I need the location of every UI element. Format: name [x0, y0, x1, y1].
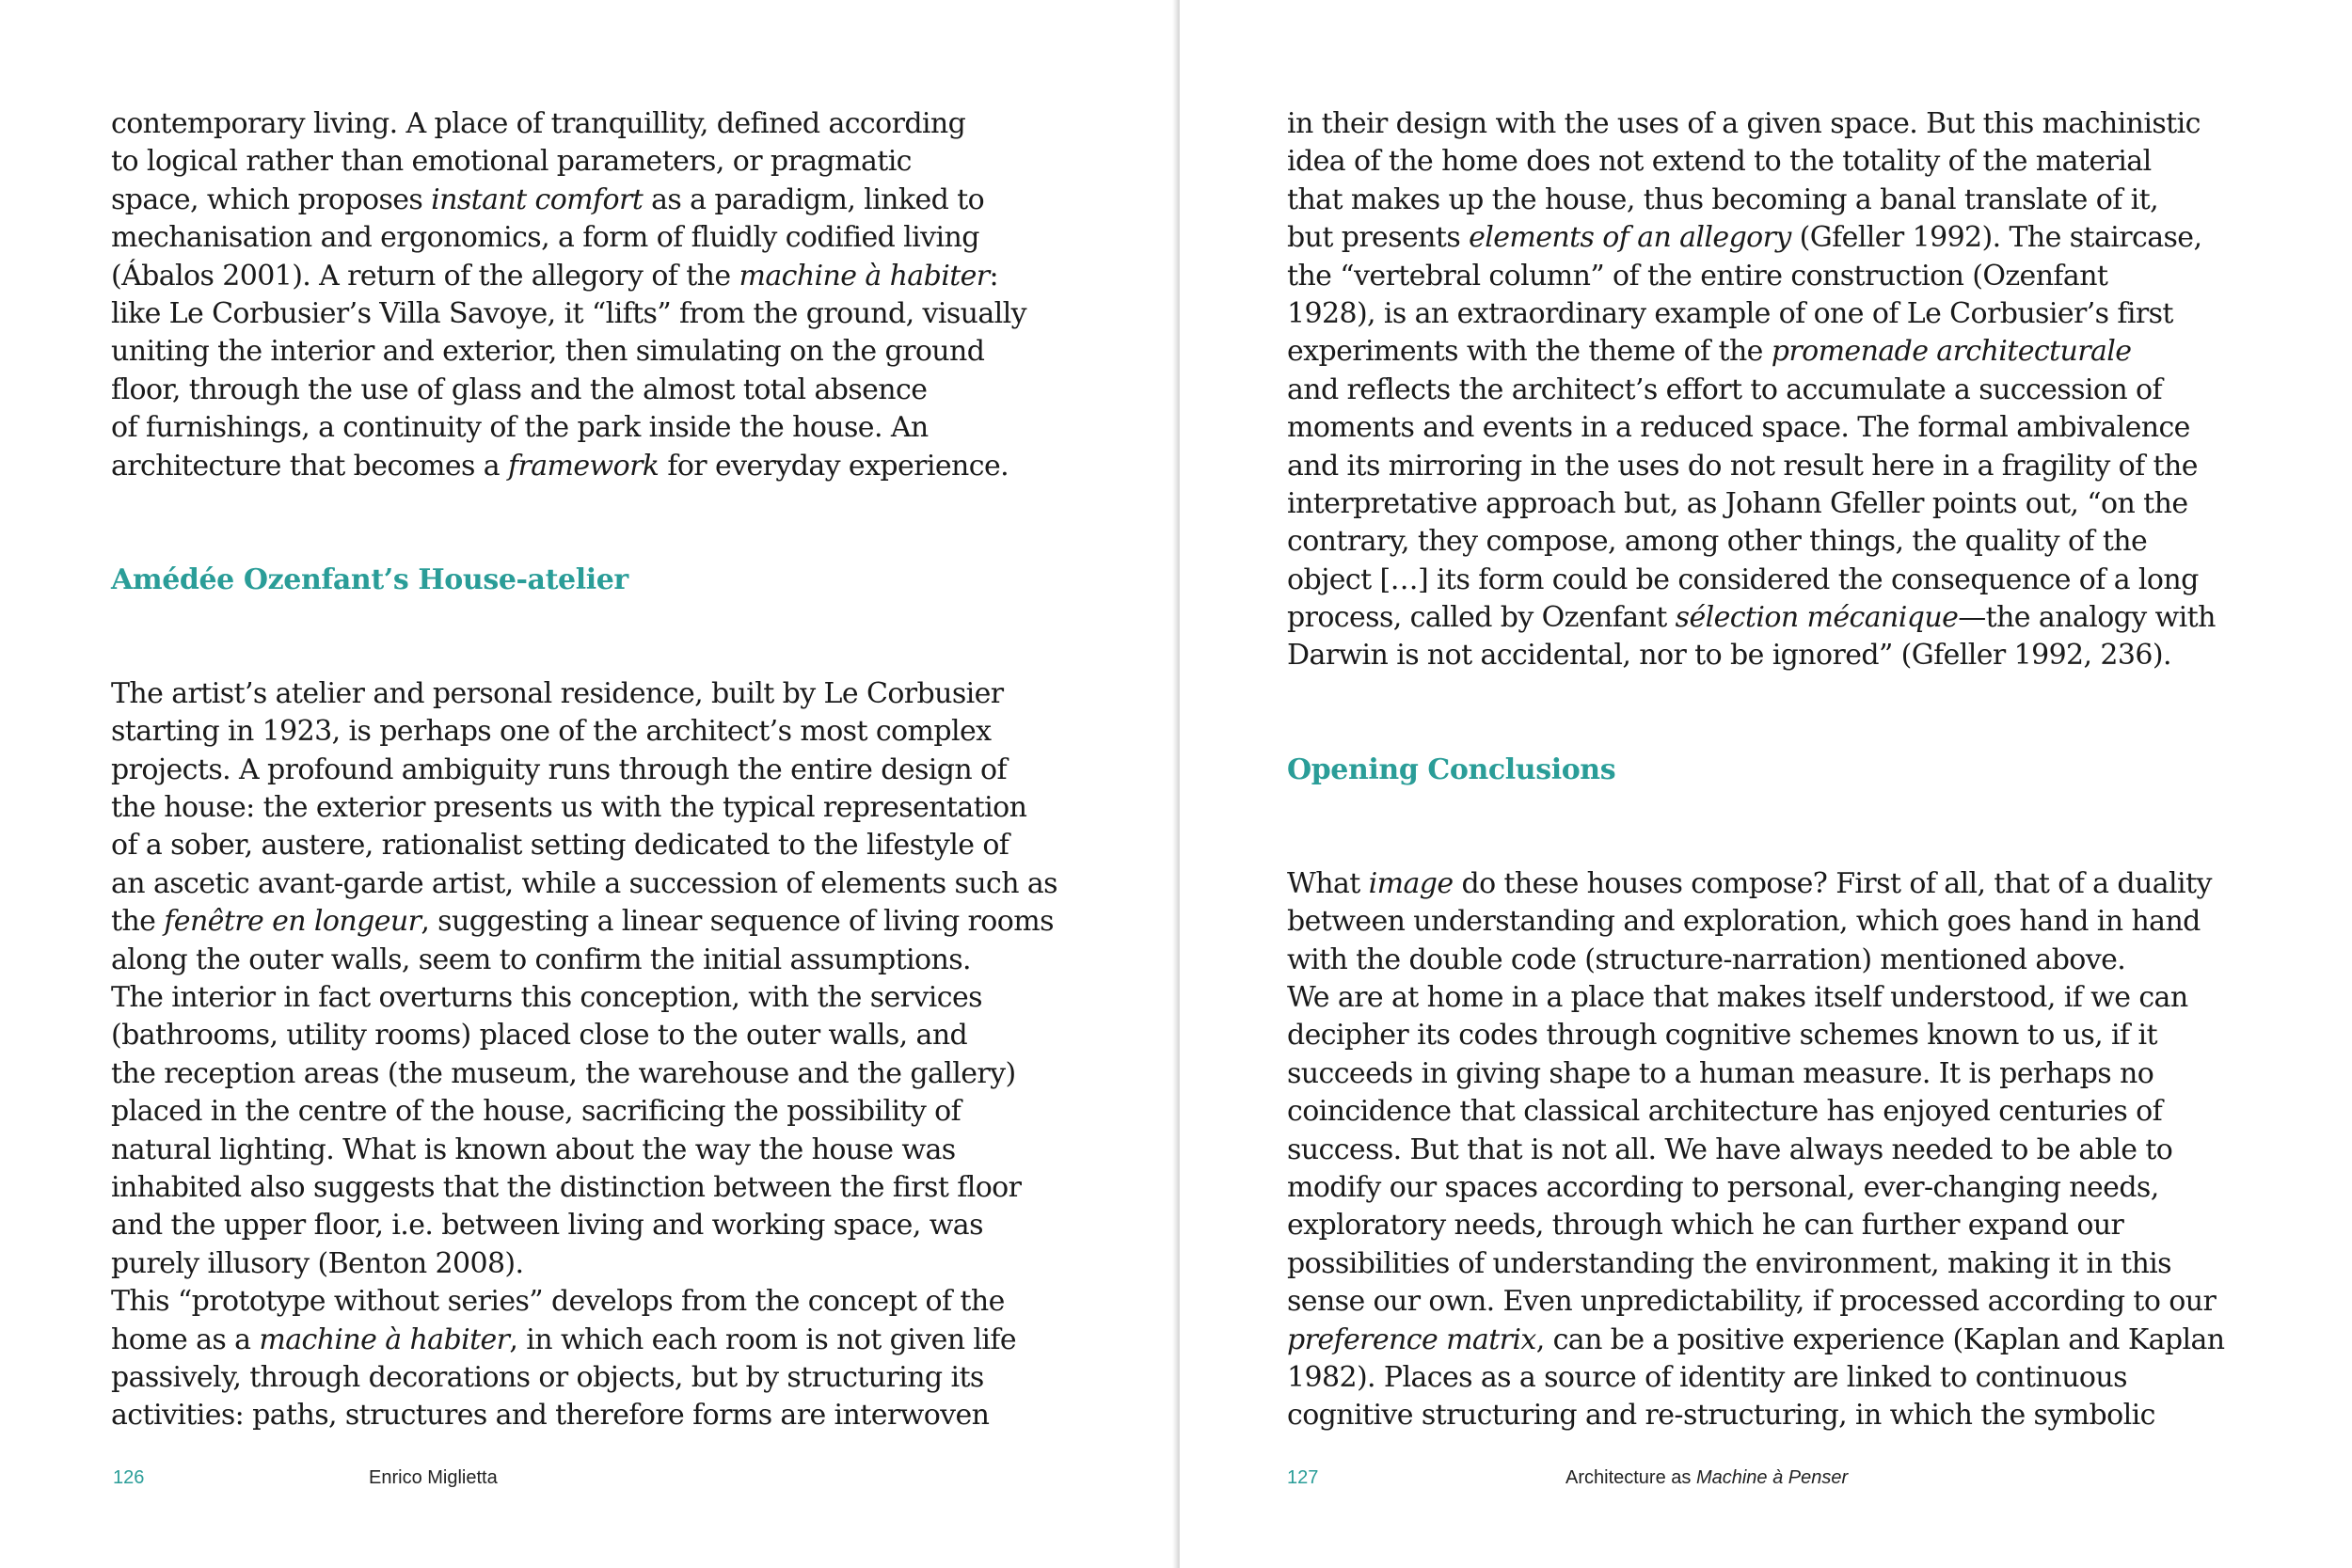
italic-phrase: image — [1368, 866, 1454, 900]
page-number-left: 126 — [113, 1467, 145, 1488]
text-line: placed in the centre of the house, sacrificing the possibility of — [111, 1095, 961, 1129]
running-head-author: Enrico Miglietta — [369, 1467, 498, 1488]
text-line: natural lighting. What is known about the way the house was — [111, 1132, 956, 1166]
text-line: process, called by Ozenfant sélection mécanique—the analogy with — [1287, 601, 2216, 635]
text-line: like Le Corbusier’s Villa Savoye, it “lifts” from the ground, visually — [111, 296, 1026, 330]
text-line: with the double code (structure-narration) mentioned above. — [1287, 942, 2126, 976]
right-paragraph-conclusions — [1287, 865, 2228, 1435]
italic-phrase: machine à habiter — [739, 259, 990, 293]
text-line: contemporary living. A place of tranquillity, defined according — [111, 107, 966, 140]
text-line: inhabited also suggests that the distinction between the first floor — [111, 1170, 1022, 1204]
text-line: along the outer walls, seem to confirm the initial assumptions. — [111, 942, 971, 976]
text-line: in their design with the uses of a given space. But this machinistic — [1287, 107, 2201, 140]
italic-phrase: machine à habiter — [259, 1323, 510, 1356]
text-line: interpretative approach but, as Johann Gfeller points out, “on the — [1287, 486, 2188, 520]
text-line: We are at home in a place that makes itself understood, if we can — [1287, 981, 2188, 1015]
text-line: to logical rather than emotional parameters, or pragmatic — [111, 145, 912, 179]
text-line: succeeds in giving shape to a human measure. It is perhaps no — [1287, 1056, 2154, 1090]
left-heading-gap — [111, 599, 1014, 675]
text-line: that makes up the house, thus becoming a banal translate of it, — [1287, 182, 2159, 216]
section-heading-conclusions: Opening Conclusions — [1287, 752, 1616, 786]
text-line: Darwin is not accidental, nor to be ignored” (Gfeller 1992, 236). — [1287, 639, 2171, 673]
left-text-column — [111, 105, 1057, 1435]
text-line: object […] its form could be considered the consequence of a long — [1287, 562, 2199, 596]
text-line: starting in 1923, is perhaps one of the architect’s most complex — [111, 715, 992, 749]
text-line: passively, through decorations or objects, but by structuring its — [111, 1360, 984, 1394]
text-line: mechanisation and ergonomics, a form of fluidly codified living — [111, 221, 979, 255]
italic-phrase: fenêtre en longeur — [164, 905, 421, 939]
text-line: and its mirroring in the uses do not result here in a fragility of the — [1287, 449, 2198, 483]
section-heading-ozenfant: Amédée Ozenfant’s House-atelier — [111, 562, 628, 596]
text-line: 1982). Places as a source of identity are linked to continuous — [1287, 1360, 2127, 1394]
text-line: an ascetic avant-garde artist, while a succession of elements such as — [111, 866, 1057, 900]
text-line: possibilities of understanding the environment, making it in this — [1287, 1246, 2171, 1280]
text-line: What image do these houses compose? First of all, that of a duality — [1287, 866, 2212, 900]
text-line: uniting the interior and exterior, then simulating on the ground — [111, 335, 985, 369]
text-line: coincidence that classical architecture has enjoyed centuries of — [1287, 1095, 2163, 1129]
text-line: the “vertebral column” of the entire construction (Ozenfant — [1287, 259, 2108, 293]
text-line: moments and events in a reduced space. The formal ambivalence — [1287, 411, 2190, 445]
text-line: projects. A profound ambiguity runs through the entire design of — [111, 752, 1008, 786]
right-heading-gap — [1287, 789, 2228, 865]
left-paragraph-ozenfant — [111, 675, 1057, 1435]
text-line: modify our spaces according to personal, ever-changing needs, — [1287, 1170, 2159, 1204]
text-line: decipher its codes through cognitive schemes known to us, if it — [1287, 1019, 2157, 1053]
text-line: The artist’s atelier and personal residence, built by Le Corbusier — [111, 676, 1004, 710]
running-head-title: Architecture as Machine à Penser — [1565, 1467, 1849, 1488]
text-line: 1928), is an extraordinary example of one of Le Corbusier’s first — [1287, 296, 2173, 330]
right-section-gap — [1287, 675, 2228, 752]
text-line: and the upper floor, i.e. between living and working space, was — [111, 1209, 983, 1243]
italic-phrase: sélection mécanique — [1675, 601, 1959, 635]
text-line: home as a machine à habiter, in which each room is not given life — [111, 1323, 1017, 1356]
text-line: the fenêtre en longeur, suggesting a linear sequence of living rooms — [111, 905, 1054, 939]
right-text-column — [1287, 105, 2228, 1435]
text-line: but presents elements of an allegory (Gfeller 1992). The staircase, — [1287, 221, 2202, 255]
italic-phrase: preference matrix — [1287, 1323, 1536, 1356]
text-line: and reflects the architect’s effort to accumulate a succession of — [1287, 372, 2163, 406]
italic-phrase: Machine à Penser — [1695, 1467, 1849, 1488]
right-paragraph-staircase — [1287, 105, 2228, 675]
text-line: preference matrix, can be a positive experience (Kaplan and Kaplan — [1287, 1323, 2225, 1356]
text-line: space, which proposes instant comfort as a paradigm, linked to — [111, 182, 985, 216]
text-line: cognitive structuring and re-structuring, in which the symbolic — [1287, 1399, 2155, 1433]
text-line: success. But that is not all. We have always needed to be able to — [1287, 1132, 2173, 1166]
text-line: the house: the exterior presents us with the typical representation — [111, 791, 1027, 825]
text-line: floor, through the use of glass and the almost total absence — [111, 372, 928, 406]
text-line: exploratory needs, through which he can further expand our — [1287, 1209, 2124, 1243]
text-line: purely illusory (Benton 2008). — [111, 1246, 524, 1280]
text-line: of a sober, austere, rationalist setting dedicated to the lifestyle of — [111, 829, 1009, 863]
text-line: the reception areas (the museum, the warehouse and the gallery) — [111, 1056, 1016, 1090]
text-line: (Ábalos 2001). A return of the allegory of the machine à habiter: — [111, 259, 999, 293]
text-line: The interior in fact overturns this conception, with the services — [111, 981, 982, 1015]
italic-phrase: framework — [508, 449, 660, 483]
right-page — [1180, 0, 2352, 1568]
italic-phrase: promenade architecturale — [1771, 335, 2132, 369]
text-line: sense our own. Even unpredictability, if processed according to our — [1287, 1285, 2217, 1319]
italic-phrase: elements of an allegory — [1469, 221, 1791, 255]
left-paragraph-intro — [111, 105, 1026, 485]
text-line: experiments with the theme of the promenade architecturale — [1287, 335, 2132, 369]
text-line: (bathrooms, utility rooms) placed close to the outer walls, and — [111, 1019, 968, 1053]
text-line: contrary, they compose, among other things, the quality of the — [1287, 525, 2148, 559]
text-line: between understanding and exploration, which goes hand in hand — [1287, 905, 2201, 939]
text-line: This “prototype without series” develops from the concept of the — [111, 1285, 1005, 1319]
left-section-gap — [111, 485, 1014, 562]
page-number-right: 127 — [1287, 1467, 1319, 1488]
text-line: idea of the home does not extend to the totality of the material — [1287, 145, 2152, 179]
text-line: activities: paths, structures and therefore forms are interwoven — [111, 1399, 990, 1433]
text-line: architecture that becomes a framework for everyday experience. — [111, 449, 1009, 483]
italic-phrase: instant comfort — [431, 182, 644, 216]
text-line: of furnishings, a continuity of the park inside the house. An — [111, 411, 929, 445]
